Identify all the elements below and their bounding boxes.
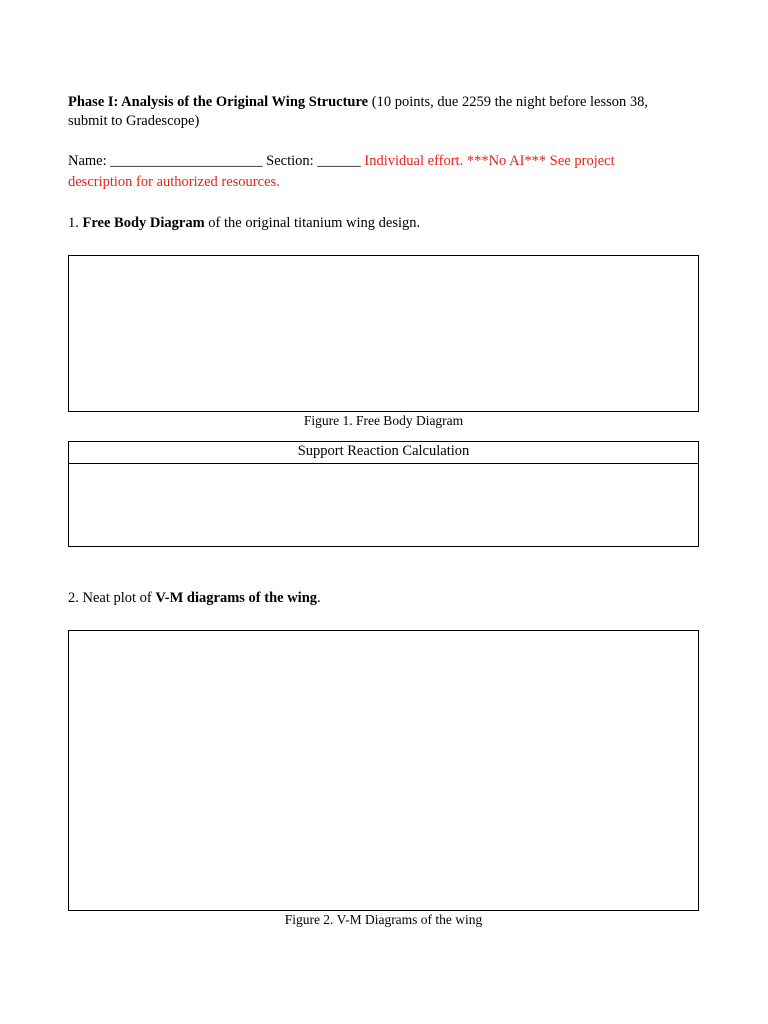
figure-1-caption: Figure 1. Free Body Diagram [303, 413, 464, 428]
phase-title-line1 [68, 93, 648, 112]
question-1-text: of the original titanium wing design. [204, 215, 421, 231]
phase-title: Phase I: Analysis of the Original Wing Structure [68, 94, 369, 110]
question-2-suffix: . [317, 590, 321, 606]
authorized-resources-note: description for authorized resources. [68, 174, 280, 190]
support-reaction-table [68, 441, 699, 547]
individual-effort-warning: Individual effort. ***No AI*** See project [360, 153, 615, 169]
support-reaction-header: Support Reaction Calculation [69, 442, 698, 464]
support-reaction-cell[interactable] [69, 464, 698, 548]
name-section-line [68, 152, 615, 171]
phase-details: (10 points, due 2259 the night before lesson 38, [368, 94, 648, 110]
question-2-bold: V-M diagrams of the wing [155, 590, 318, 606]
question-2 [68, 589, 321, 608]
question-1-number: 1. [68, 215, 83, 231]
question-2-prefix: 2. Neat plot of [68, 590, 156, 606]
question-1-bold: Free Body Diagram [82, 215, 205, 231]
phase-title-line2: submit to Gradescope) [68, 113, 200, 129]
vm-diagrams-box[interactable] [68, 630, 699, 911]
free-body-diagram-box[interactable] [68, 255, 699, 412]
question-1 [68, 214, 420, 233]
name-section-blanks: Name: _____________________ Section: ______ [68, 153, 361, 169]
figure-2-caption: Figure 2. V-M Diagrams of the wing [284, 912, 483, 927]
